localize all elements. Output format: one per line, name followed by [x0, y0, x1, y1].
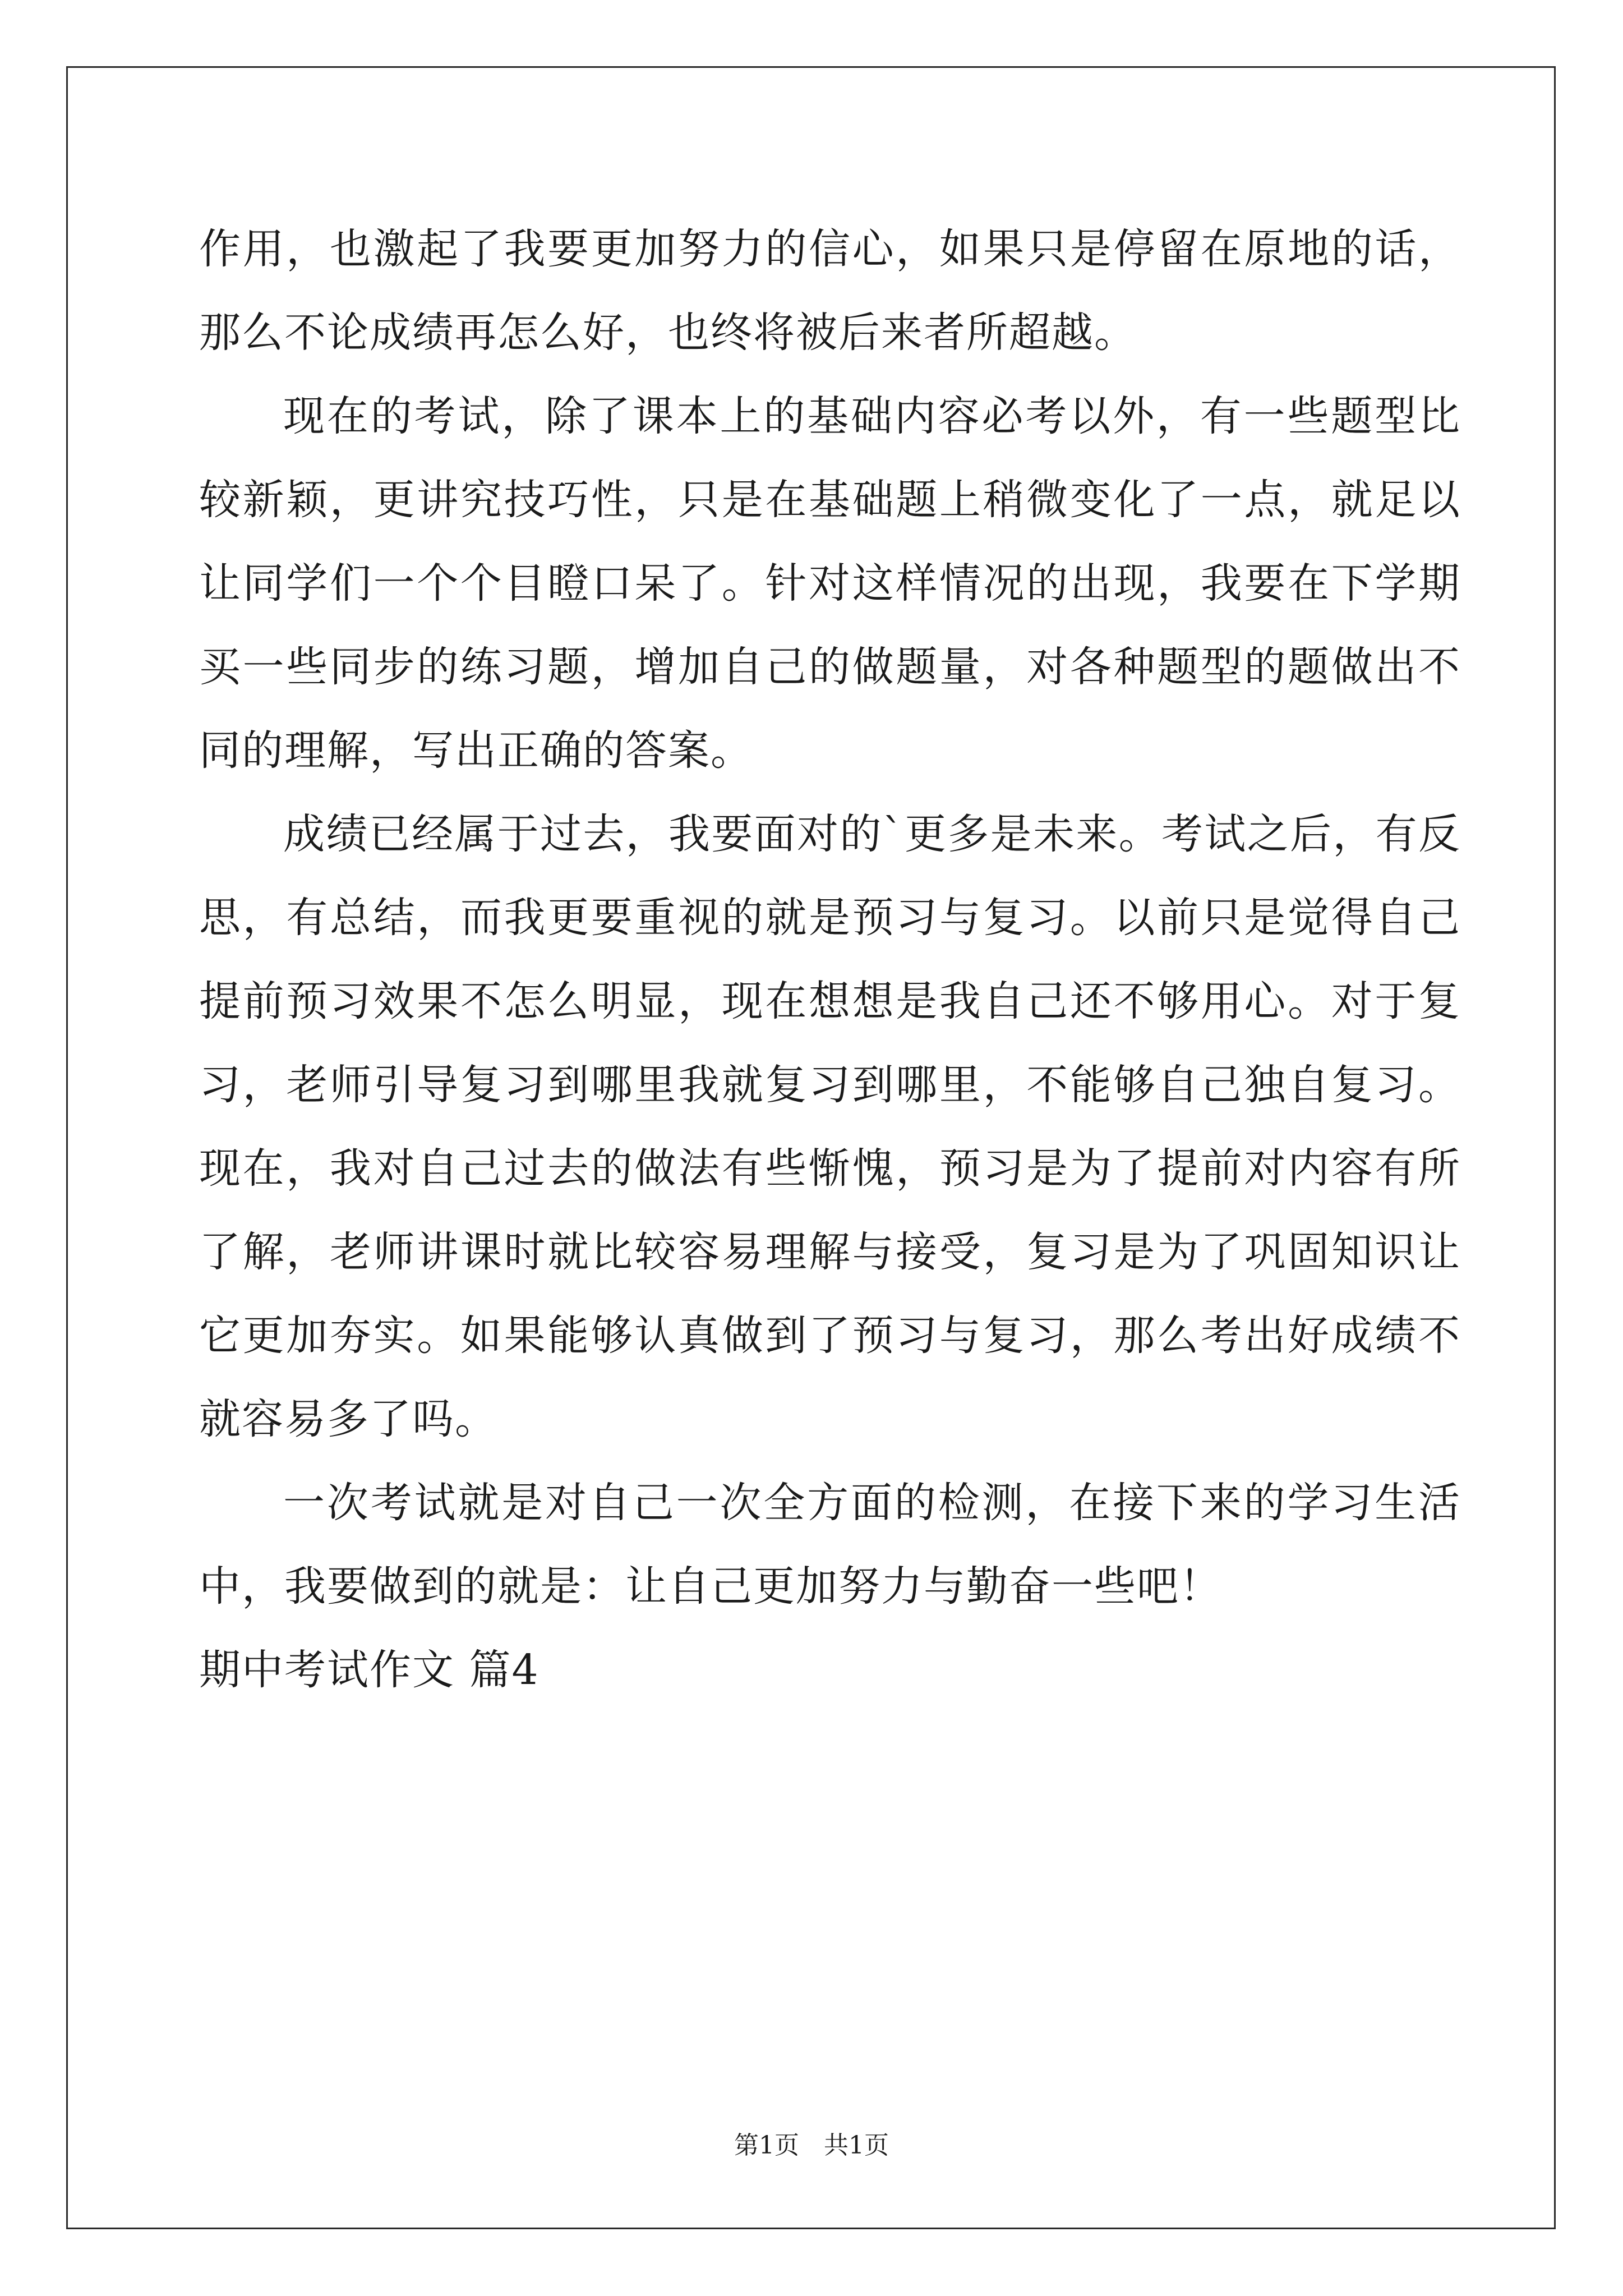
paragraph-1: 作用，也激起了我要更加努力的信心，如果只是停留在原地的话，那么不论成绩再怎么好，也终将被后来者所超越。: [199, 225, 1461, 357]
paragraph-2: 现在的考试，除了课本上的基础内容必考以外，有一些题型比较新颖，更讲究技巧性，只是在基础题上稍微变化了一点，就足以让同学们一个个目瞪口呆了。针对这样情况的出现，我要在下学期买一些同步的练习题，增加自己的做题量，对各种题型的题做出不同的理解，写出正确的答案。: [199, 392, 1461, 775]
page-number-footer: 第1页 共1页: [734, 2131, 889, 2160]
document-body: [199, 208, 1461, 1712]
paragraph-3: 成绩已经属于过去，我要面对的`更多是未来。考试之后，有反思，有总结，而我更要重视的就是预习与复习。以前只是觉得自己提前预习效果不怎么明显，现在想想是我自己还不够用心。对于复习，老师引导复习到哪里我就复习到哪里，不能够自己独自复习。现在，我对自己过去的做法有些惭愧，预习是为了提前对内容有所了解，老师讲课时就比较容易理解与接受，复习是为了巩固知识让它更加夯实。如果能够认真做到了预习与复习，那么考出好成绩不就容易多了吗。: [199, 810, 1461, 1443]
section-heading: 期中考试作文 篇4: [199, 1646, 540, 1694]
paragraph-4: 一次考试就是对自己一次全方面的检测，在接下来的学习生活中，我要做到的就是：让自己更加努力与勤奋一些吧！: [199, 1479, 1461, 1611]
